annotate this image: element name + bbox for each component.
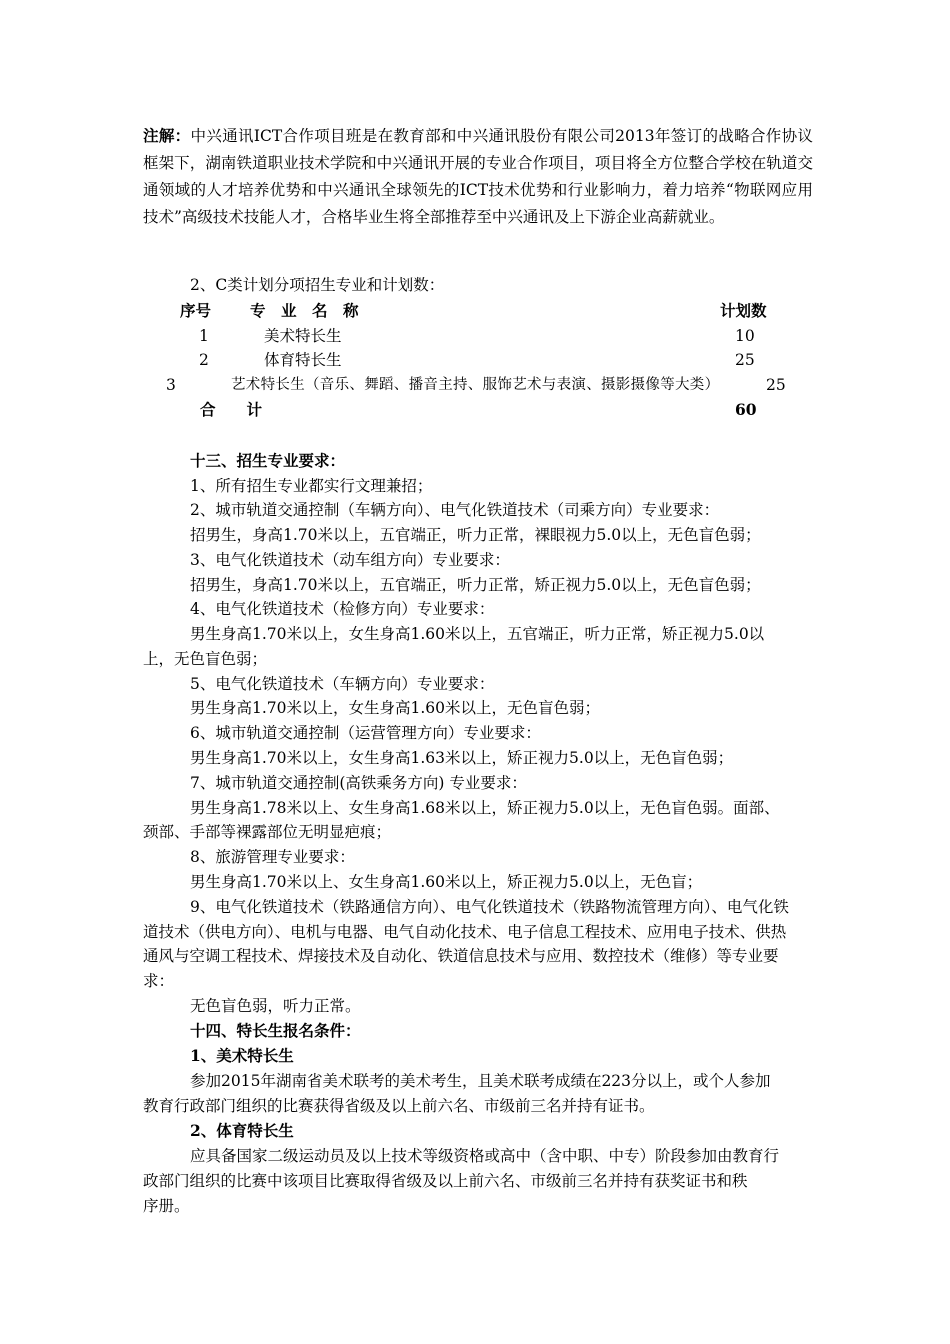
section-13-line: 男生身高1.70米以上、女生身高1.60米以上，矫正视力5.0以上，无色盲； <box>190 873 703 891</box>
art-line: 参加2015年湖南省美术联考的美术考生，且美术联考成绩在223分以上，或个人参加 <box>190 1072 771 1090</box>
section-13-line: 招男生，身高1.70米以上，五官端正，听力正常，矫正视力5.0以上，无色盲色弱； <box>190 576 761 594</box>
row-count: 10 <box>735 327 755 345</box>
row-no: 2 <box>199 351 209 369</box>
sports-subtitle: 2、体育特长生 <box>190 1121 294 1140</box>
section-13-line: 4、电气化铁道技术（检修方向）专业要求： <box>190 600 495 618</box>
section-13-line: 招男生，身高1.70米以上，五官端正，听力正常，裸眼视力5.0以上，无色盲色弱； <box>190 526 761 544</box>
section-13-line: 通风与空调工程技术、焊接技术及自动化、铁道信息技术与应用、数控技术（维修）等专业要 <box>143 947 779 965</box>
table-row <box>0 348 950 372</box>
c-plan-table-header <box>0 299 950 323</box>
header-name: 专 业 名 称 <box>250 301 359 320</box>
row-count: 25 <box>766 376 786 394</box>
total-label: 合 计 <box>200 400 263 419</box>
section-13-line: 男生身高1.78米以上、女生身高1.68米以上，矫正视力5.0以上，无色盲色弱。面部、 <box>190 799 780 817</box>
note-label: 注解： <box>143 126 191 145</box>
section-13-line: 1、所有招生专业都实行文理兼招； <box>190 477 433 495</box>
row-name: 艺术特长生（音乐、舞蹈、播音主持、服饰艺术与表演、摄影摄像等大类） <box>231 377 720 393</box>
section-13-line: 无色盲色弱，听力正常。 <box>190 997 361 1015</box>
sports-line: 序册。 <box>143 1197 190 1215</box>
section-13-line: 男生身高1.70米以上，女生身高1.63米以上，矫正视力5.0以上，无色盲色弱； <box>190 749 734 767</box>
row-no: 1 <box>199 327 209 345</box>
section-13-line: 6、城市轨道交通控制（运营管理方向）专业要求： <box>190 724 541 742</box>
section-13-line: 8、旅游管理专业要求： <box>190 848 355 866</box>
note-paragraph <box>143 122 813 231</box>
table-row <box>0 324 950 348</box>
sports-line: 政部门组织的比赛中该项目比赛取得省级及以上前六名、市级前三名并持有获奖证书和秩 <box>143 1172 748 1190</box>
row-no: 3 <box>166 376 176 394</box>
c-plan-total-row <box>0 398 950 422</box>
art-subtitle: 1、美术特长生 <box>190 1046 294 1065</box>
section-13-line: 上，无色盲色弱； <box>143 650 268 668</box>
header-no: 序号 <box>180 301 212 320</box>
section-13-line: 2、城市轨道交通控制（车辆方向）、电气化铁道技术（司乘方向）专业要求： <box>190 501 720 519</box>
note-text: 中兴通讯ICT合作项目班是在教育部和中兴通讯股份有限公司2013年签订的战略合作协议框架下，湖南铁道职业技术学院和中兴通讯开展的专业合作项目，项目将全方位整合学校在轨道交通领域的人才培养优势和中兴通讯全球领先的ICT技术优势和行业影响力，着力培养“物联网应用技术”高级技术技能人才，合格毕业生将全部推荐至中兴通讯及上下游企业高薪就业。 <box>143 127 813 226</box>
section-13-line: 3、电气化铁道技术（动车组方向）专业要求： <box>190 551 510 569</box>
section-13-title: 十三、招生专业要求： <box>190 451 346 470</box>
row-name: 体育特长生 <box>264 351 342 369</box>
section-13-line: 道技术（供电方向）、电机与电器、电气自动化技术、电子信息工程技术、应用电子技术、供热 <box>143 923 787 941</box>
row-count: 25 <box>735 351 755 369</box>
section-13-line: 求： <box>143 972 175 990</box>
section-14-title: 十四、特长生报名条件： <box>190 1021 361 1040</box>
table-row <box>0 373 950 397</box>
art-line: 教育行政部门组织的比赛获得省级及以上前六名、市级前三名并持有证书。 <box>143 1097 655 1115</box>
section-13-line: 7、城市轨道交通控制(高铁乘务方向) 专业要求： <box>190 774 527 792</box>
sports-line: 应具备国家二级运动员及以上技术等级资格或高中（含中职、中专）阶段参加由教育行 <box>190 1147 780 1165</box>
c-plan-heading: 2、C类计划分项招生专业和计划数： <box>190 276 445 294</box>
total-count: 60 <box>735 400 757 419</box>
row-name: 美术特长生 <box>264 327 342 345</box>
section-13-line: 9、电气化铁道技术（铁路通信方向）、电气化铁道技术（铁路物流管理方向）、电气化铁 <box>190 898 789 916</box>
section-13-line: 男生身高1.70米以上，女生身高1.60米以上，五官端正，听力正常，矫正视力5.0以 <box>190 625 765 643</box>
header-count: 计划数 <box>720 301 767 320</box>
section-13-line: 5、电气化铁道技术（车辆方向）专业要求： <box>190 675 495 693</box>
section-13-line: 男生身高1.70米以上，女生身高1.60米以上，无色盲色弱； <box>190 699 601 717</box>
section-13-line: 颈部、手部等裸露部位无明显疤痕； <box>143 823 392 841</box>
